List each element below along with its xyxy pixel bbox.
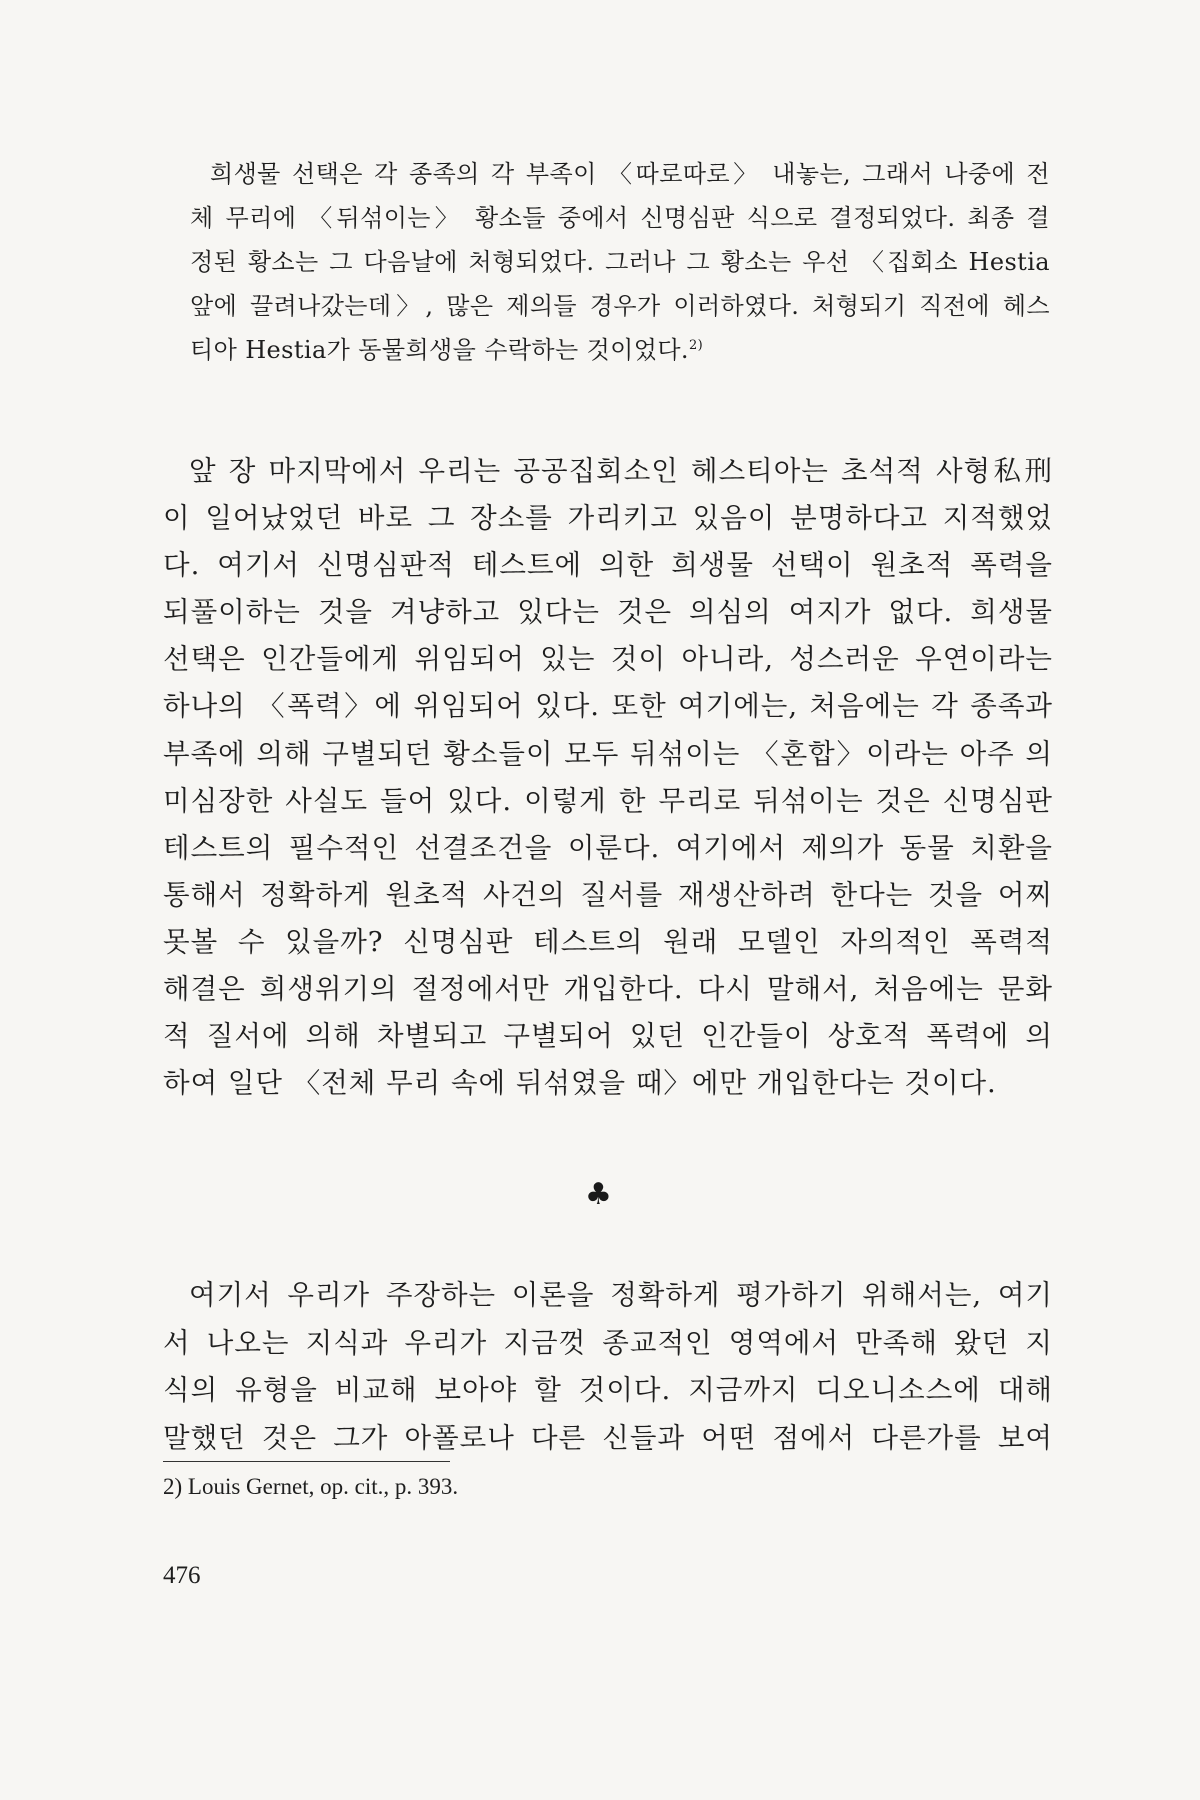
body-paragraph-2	[163, 1272, 1053, 1462]
paragraph-line: 하나의 〈폭력〉에 위임되어 있다. 또한 여기에는, 처음에는 각 종족과	[163, 690, 1053, 723]
quote-line: 정된 황소는 그 다음날에 처형되었다. 그러나 그 황소는 우선 〈집회소 Hestia	[190, 248, 1050, 276]
club-icon: ♣	[585, 1177, 612, 1212]
paragraph-line: 해결은 희생위기의 절정에서만 개입한다. 다시 말해서, 처음에는 문화	[163, 973, 1053, 1006]
paragraph-line: 부족에 의해 구별되던 황소들이 모두 뒤섞이는 〈혼합〉이라는 아주 의	[163, 737, 1053, 770]
paragraph-line: 서 나오는 지식과 우리가 지금껏 종교적인 영역에서 만족해 왔던 지	[163, 1326, 1053, 1359]
footnote-reference: 2)	[688, 338, 704, 353]
paragraph-line: 적 질서에 의해 차별되고 구별되어 있던 인간들이 상호적 폭력에 의	[163, 1020, 1053, 1053]
paragraph-line: 다. 여기서 신명심판적 테스트에 의한 희생물 선택이 원초적 폭력을	[163, 549, 1053, 582]
paragraph-line: 식의 유형을 비교해 보아야 할 것이다. 지금까지 디오니소스에 대해	[163, 1374, 1053, 1406]
quote-line-last	[190, 328, 1050, 372]
paragraph-line: 이 일어났었던 바로 그 장소를 가리키고 있음이 분명하다고 지적했었	[163, 502, 1053, 535]
quote-line: 앞에 끌려나갔는데〉, 많은 제의들 경우가 이러하였다. 처형되기 직전에 헤스	[190, 292, 1050, 320]
paragraph-line: 말했던 것은 그가 아폴로나 다른 신들과 어떤 점에서 다른가를 보여	[163, 1421, 1053, 1454]
paragraph-line: 못볼 수 있을까? 신명심판 테스트의 원래 모델인 자의적인 폭력적	[163, 925, 1053, 958]
quote-line-text: 티아 Hestia가 동물희생을 수락하는 것이었다.	[190, 336, 689, 364]
paragraph-line: 하여 일단 〈전체 무리 속에 뒤섞였을 때〉에만 개입한다는 것이다.	[163, 1067, 997, 1100]
page-number: 476	[163, 1562, 201, 1589]
footnote: 2) Louis Gernet, op. cit., p. 393.	[163, 1474, 459, 1499]
paragraph-line: 되풀이하는 것을 겨냥하고 있다는 것은 의심의 여지가 없다. 희생물	[163, 596, 1053, 629]
quote-line: 희생물 선택은 각 종족의 각 부족이 〈따로따로〉 내놓는, 그래서 나중에 전	[210, 160, 1050, 188]
paragraph-line: 여기서 우리가 주장하는 이론을 정확하게 평가하기 위해서는, 여기	[189, 1279, 1053, 1311]
paragraph-line: 미심장한 사실도 들어 있다. 이렇게 한 무리로 뒤섞이는 것은 신명심판	[163, 784, 1053, 817]
paragraph-line: 테스트의 필수적인 선결조건을 이룬다. 여기에서 제의가 동물 치환을	[163, 831, 1053, 864]
footnote-divider	[163, 1461, 450, 1462]
body-paragraph-1	[163, 448, 1053, 1107]
paragraph-line: 앞 장 마지막에서 우리는 공공집회소인 헤스티아는 초석적 사형私刑	[189, 455, 1053, 487]
quote-line: 체 무리에 〈뒤섞이는〉 황소들 중에서 신명심판 식으로 결정되었다. 최종 결	[190, 204, 1050, 232]
paragraph-line: 선택은 인간들에게 위임되어 있는 것이 아니라, 성스러운 우연이라는	[163, 643, 1053, 676]
paragraph-line: 통해서 정확하게 원초적 사건의 질서를 재생산하려 한다는 것을 어찌	[163, 878, 1053, 911]
block-quote	[190, 152, 1050, 372]
